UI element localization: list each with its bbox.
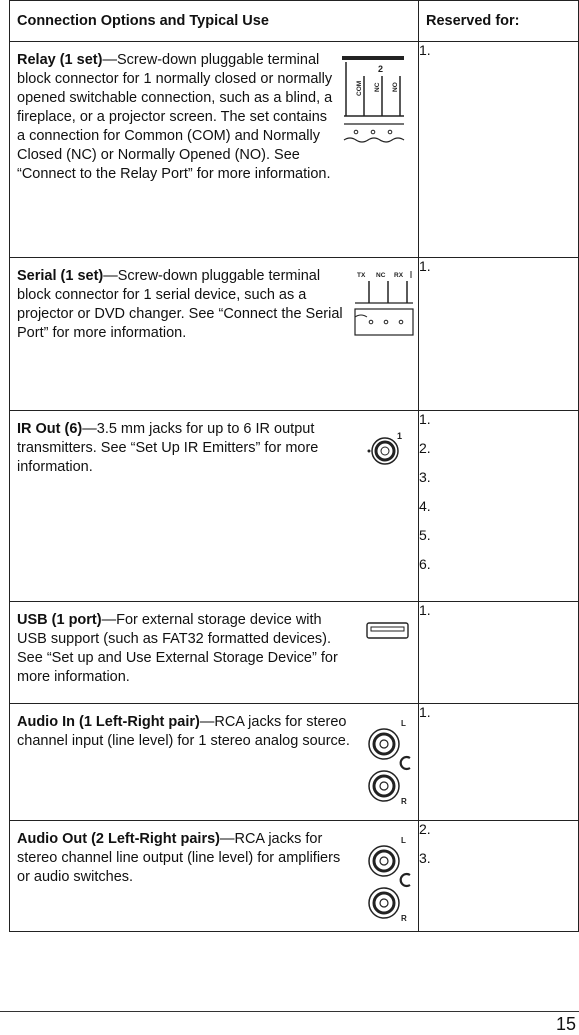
row-title: Serial (1 set) <box>17 268 104 284</box>
row-title: Relay (1 set) <box>17 52 103 68</box>
usb-port-icon <box>365 621 411 641</box>
row-title: IR Out (6) <box>17 421 83 437</box>
reserved-cell <box>419 821 579 932</box>
row-title: Audio Out (2 Left-Right pairs) <box>17 831 220 847</box>
serial-label-nc: NC <box>376 272 386 279</box>
row-text: —For external storage device with USB support (such as FAT32 formatted devices). See “Set up and Use External Storage Device” for more information. <box>17 612 338 685</box>
row-title: USB (1 port) <box>17 612 102 628</box>
table-row <box>10 821 579 932</box>
reserved-slot: 6. <box>419 556 431 572</box>
table-row <box>10 42 579 258</box>
reserved-slot: 4. <box>419 498 431 514</box>
reserved-slot: 1. <box>419 602 431 618</box>
ir-jack-icon <box>366 429 408 467</box>
reserved-slot: 3. <box>419 469 431 485</box>
row-description <box>10 42 419 258</box>
relay-label-no: NO <box>392 82 399 92</box>
table-row <box>10 411 579 602</box>
row-text: —RCA jacks for stereo channel line output (line level) for amplifiers or audio switches. <box>17 831 341 885</box>
rca-label-l: L <box>401 836 406 845</box>
table-header-row <box>10 1 579 42</box>
rca-jack-pair-icon <box>364 716 414 806</box>
header-reserved-for: Reserved for: <box>419 1 579 42</box>
reserved-slot: 1. <box>419 411 431 427</box>
row-description <box>10 602 419 704</box>
reserved-slot: 2. <box>419 821 431 837</box>
relay-label-nc: NC <box>374 82 381 92</box>
ir-label-1: 1 <box>397 431 403 441</box>
rca-label-l: L <box>401 719 406 728</box>
row-title: Audio In (1 Left-Right pair) <box>17 714 200 730</box>
connection-options-table <box>9 0 579 932</box>
reserved-slot: 2. <box>419 440 431 456</box>
row-text: —RCA jacks for stereo channel input (line level) for 1 stereo analog source. <box>17 714 350 749</box>
rca-label-r: R <box>401 914 407 923</box>
reserved-cell <box>419 602 579 704</box>
row-description <box>10 258 419 411</box>
serial-label-tx: TX <box>357 272 366 279</box>
footer-divider <box>0 1011 579 1012</box>
rca-label-r: R <box>401 797 407 806</box>
table-row <box>10 602 579 704</box>
serial-label-rx: RX <box>394 272 404 279</box>
relay-label-com: COM <box>356 80 363 96</box>
reserved-cell <box>419 258 579 411</box>
reserved-slot: 1. <box>419 704 431 720</box>
reserved-slot: 1. <box>419 258 431 274</box>
row-text: —3.5 mm jacks for up to 6 IR output transmitters. See “Set Up IR Emitters” for more information. <box>17 421 319 475</box>
row-description <box>10 411 419 602</box>
reserved-cell <box>419 42 579 258</box>
reserved-slot: 1. <box>419 42 431 58</box>
relay-terminal-block-icon <box>338 54 408 148</box>
relay-label-2: 2 <box>378 64 384 74</box>
row-description <box>10 704 419 821</box>
reserved-cell <box>419 704 579 821</box>
rca-jack-pair-icon <box>364 833 414 923</box>
serial-terminal-block-icon <box>353 269 415 341</box>
row-text: —Screw-down pluggable terminal block connector for 1 normally closed or normally opened switchable connection, such as a blind, a fireplace, or a projector screen. The set contains a connection for Common (COM) and Normally Closed (NC) or Normally Opened (NO). See “Connect to the Relay Port” for more information. <box>17 52 333 182</box>
row-description <box>10 821 419 932</box>
page-number: 15 <box>555 1014 576 1034</box>
reserved-slot: 5. <box>419 527 431 543</box>
row-text: —Screw-down pluggable terminal block connector for 1 serial device, such as a projector or DVD changer. See “Connect the Serial Port” for more information. <box>17 268 343 341</box>
reserved-cell <box>419 411 579 602</box>
table-row <box>10 258 579 411</box>
table-row <box>10 704 579 821</box>
header-connection-options: Connection Options and Typical Use <box>10 1 419 42</box>
reserved-slot: 3. <box>419 850 431 866</box>
